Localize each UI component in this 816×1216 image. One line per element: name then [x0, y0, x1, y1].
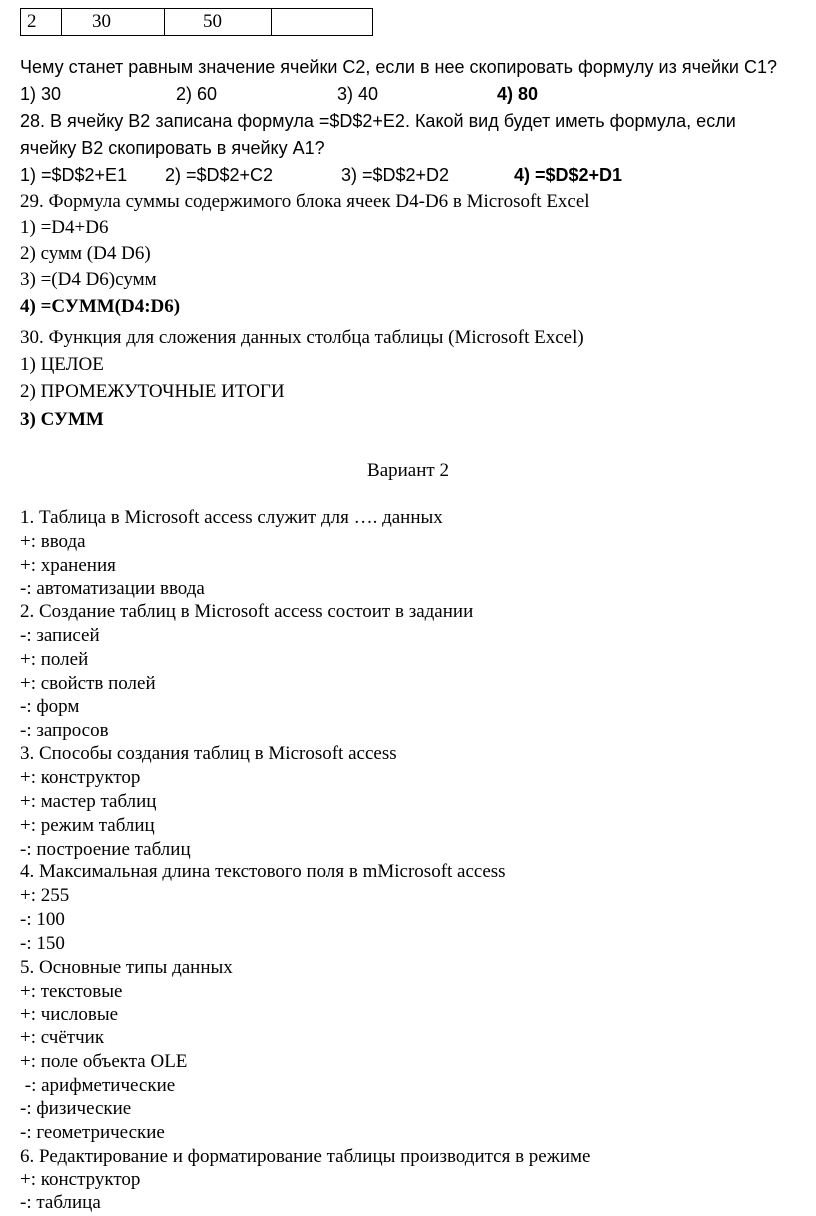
v2-option-1: -: записей — [20, 625, 100, 646]
v6-option-2: -: таблица — [20, 1192, 101, 1213]
v3-option-4: -: построение таблиц — [20, 839, 191, 860]
v3-question-text: 3. Способы создания таблиц в Microsoft access — [20, 743, 397, 764]
v5-question-text: 5. Основные типы данных — [20, 957, 233, 978]
table-cell — [272, 9, 373, 36]
q28-option-3: 3) =$D$2+D2 — [341, 165, 450, 185]
v6-question-text: 6. Редактирование и форматирование таблицы производится в режиме — [20, 1146, 591, 1167]
q29-option-1: 1) =D4+D6 — [20, 217, 109, 238]
v5-option-4: +: поле объекта OLE — [20, 1051, 188, 1072]
top-table — [20, 8, 373, 36]
v5-option-1: +: текстовые — [20, 981, 123, 1002]
q30-option-1: 1) ЦЕЛОЕ — [20, 354, 104, 375]
v2-option-5: -: запросов — [20, 720, 109, 741]
v1-question-text: 1. Таблица в Microsoft access служит для …. данных — [20, 507, 443, 528]
v1-option-1: +: ввода — [20, 531, 86, 552]
q27-option-3: 3) 40 — [337, 84, 379, 104]
v5-option-6: -: физические — [20, 1098, 132, 1119]
q29-option-2: 2) сумм (D4 D6) — [20, 243, 151, 264]
table-cell: 2 — [21, 9, 62, 36]
v1-option-3: -: автоматизации ввода — [20, 578, 205, 599]
v1-option-2: +: хранения — [20, 555, 116, 576]
question-28-line-1: 28. В ячейку В2 записана формула =$D$2+E2. Какой вид будет иметь формула, если — [20, 111, 736, 131]
table-cell: 50 — [165, 9, 272, 36]
v2-question-text: 2. Создание таблиц в Microsoft access состоит в задании — [20, 601, 474, 622]
v4-option-1: +: 255 — [20, 885, 70, 906]
q30-option-2: 2) ПРОМЕЖУТОЧНЫЕ ИТОГИ — [20, 381, 285, 402]
question-30-text: 30. Функция для сложения данных столбца таблицы (Microsoft Excel) — [20, 327, 584, 348]
variant-title: Вариант 2 — [367, 460, 449, 481]
q27-option-4-correct: 4) 80 — [497, 84, 539, 104]
q29-option-4-correct: 4) =СУММ(D4:D6) — [20, 296, 181, 317]
question-29-text: 29. Формула суммы содержимого блока ячеек D4-D6 в Microsoft Excel — [20, 191, 590, 212]
v3-option-3: +: режим таблиц — [20, 815, 155, 836]
q29-option-3: 3) =(D4 D6)сумм — [20, 269, 157, 290]
v2-option-2: +: полей — [20, 649, 89, 670]
v5-option-7: -: геометрические — [20, 1122, 165, 1143]
v5-option-3: +: счётчик — [20, 1027, 105, 1048]
q30-option-3-correct: 3) СУММ — [20, 409, 104, 430]
v5-option-2: +: числовые — [20, 1004, 119, 1025]
question-27-text: Чему станет равным значение ячейки С2, если в нее скопировать формулу из ячейки С1? — [20, 57, 777, 77]
q27-option-2: 2) 60 — [176, 84, 218, 104]
v4-question-text: 4. Максимальная длина текстового поля в mMicrosoft access — [20, 861, 506, 882]
q28-option-1: 1) =$D$2+E1 — [20, 165, 128, 185]
table-cell: 30 — [62, 9, 165, 36]
q28-option-4-correct: 4) =$D$2+D1 — [514, 165, 623, 185]
v2-option-4: -: форм — [20, 696, 80, 717]
v6-option-1: +: конструктор — [20, 1169, 141, 1190]
v5-option-5: -: арифметические — [20, 1075, 176, 1096]
v3-option-1: +: конструктор — [20, 767, 141, 788]
table-row — [21, 9, 373, 36]
question-28-line-2: ячейку В2 скопировать в ячейку А1? — [20, 138, 325, 158]
v2-option-3: +: свойств полей — [20, 673, 156, 694]
v3-option-2: +: мастер таблиц — [20, 791, 157, 812]
q28-option-2: 2) =$D$2+C2 — [165, 165, 274, 185]
v4-option-3: -: 150 — [20, 933, 65, 954]
q27-option-1: 1) 30 — [20, 84, 62, 104]
v4-option-2: -: 100 — [20, 909, 65, 930]
